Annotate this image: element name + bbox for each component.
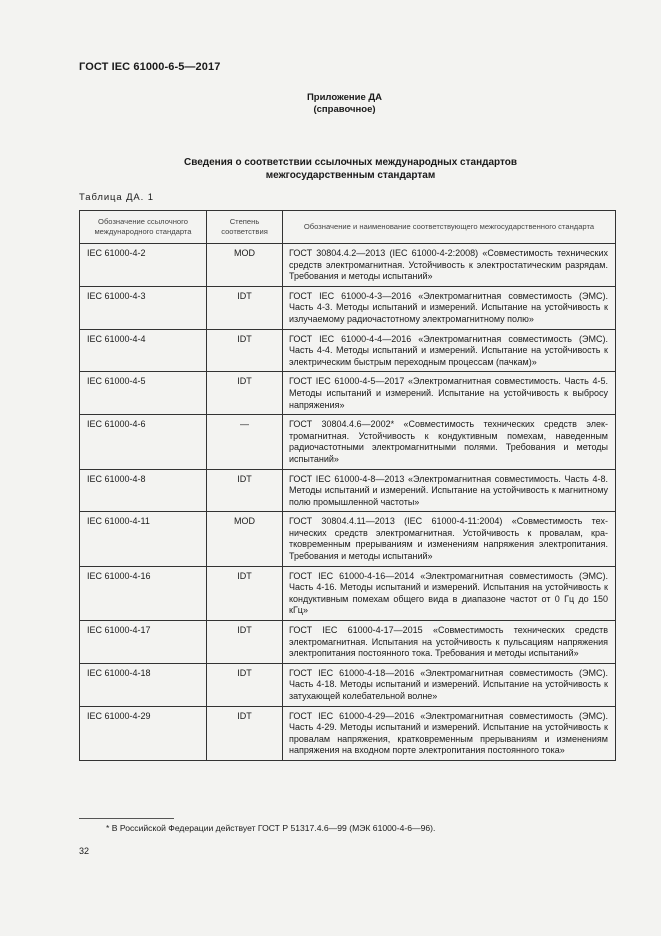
footnote-divider (79, 818, 174, 819)
annex-heading (0, 92, 661, 116)
cell-degree: — (207, 415, 283, 469)
cell-degree: MOD (207, 512, 283, 566)
cell-degree: MOD (207, 244, 283, 287)
table-row (80, 415, 616, 469)
cell-national-standard: ГОСТ IEC 61000-4-17—2015 «Совместимость технических средств электромагнитная. Испытания на устойчивость к пульсациям напряжения электропитания постоянного тока. Требования и методы испытаний» (283, 621, 616, 664)
table-header-row (80, 211, 616, 244)
cell-ref-standard: IEC 61000-4-6 (80, 415, 207, 469)
cell-ref-standard: IEC 61000-4-11 (80, 512, 207, 566)
cell-ref-standard: IEC 61000-4-18 (80, 663, 207, 706)
cell-national-standard: ГОСТ IEC 61000-4-29—2016 «Электромагнитная совместимость (ЭМС). Часть 4-29. Методы испытаний и измерений. Испытание на устойчивость к провалам напряжения, кратковременным прерываниям и изменениям напряжения на входном порте электропитания постоянного тока» (283, 706, 616, 760)
cell-degree: IDT (207, 372, 283, 415)
cell-ref-standard: IEC 61000-4-5 (80, 372, 207, 415)
cell-national-standard: ГОСТ IEC 61000-4-5—2017 «Электромагнитная совместимость. Часть 4-5. Методы испытаний и измерений. Испытание на устойчивость к выбросу напряжения» (283, 372, 616, 415)
standard-designation: ГОСТ IEC 61000-6-5—2017 (79, 61, 221, 73)
section-title-line1: Сведения о соответствии ссылочных международных стандартов (183, 157, 518, 168)
cell-national-standard: ГОСТ 30804.4.11—2013 (IEC 61000-4-11:2004) «Совместимость технических средств электромагнитная. Устойчивость к провалам, кратковременным прерываниям и изменениям напряжения электропитания. Требования и методы испытаний» (283, 512, 616, 566)
header-degree: Степень соответствия (207, 211, 283, 244)
cell-national-standard: ГОСТ IEC 61000-4-8—2013 «Электромагнитная совместимость. Часть 4-8. Методы испытаний и измерений. Испытание на устойчивость к магнитному полю промышленной частоты» (283, 469, 616, 512)
cell-ref-standard: IEC 61000-4-4 (80, 329, 207, 372)
cell-national-standard: ГОСТ 30804.4.6—2002* «Совместимость технических средств электромагнитная. Устойчивость к кондуктивным помехам, наведенным радиочастотными электромагнитными полями. Требования и методы испытаний» (283, 415, 616, 469)
table-row (80, 512, 616, 566)
header-ref-standard: Обозначение ссылочного международного стандарта (80, 211, 207, 244)
cell-degree: IDT (207, 621, 283, 664)
section-title (0, 156, 661, 182)
table-body (80, 244, 616, 761)
cell-degree: IDT (207, 566, 283, 620)
cell-ref-standard: IEC 61000-4-8 (80, 469, 207, 512)
table-row (80, 244, 616, 287)
cell-national-standard: ГОСТ IEC 61000-4-4—2016 «Электромагнитная совместимость (ЭМС). Часть 4-4. Методы испытаний и измерений. Испытание на устойчивость к электрическим быстрым переходным процессам (пачкам)» (283, 329, 616, 372)
table-row (80, 621, 616, 664)
cell-national-standard: ГОСТ IEC 61000-4-16—2014 «Электромагнитная совместимость (ЭМС). Часть 4-16. Методы испытаний и измерений. Испытания на устойчивость к кондуктивным помехам общего вида в диапазоне частот от 0 Гц до 150 кГц» (283, 566, 616, 620)
section-title-line2: межгосударственным стандартам (265, 170, 436, 181)
cell-ref-standard: IEC 61000-4-2 (80, 244, 207, 287)
cell-degree: IDT (207, 329, 283, 372)
annex-note: (справочное) (313, 104, 376, 115)
cell-national-standard: ГОСТ 30804.4.2—2013 (IEC 61000-4-2:2008) «Совместимость технических средств электромагнитная. Устойчивость к электростатическим разрядам. Требования и методы испытаний» (283, 244, 616, 287)
cell-degree: IDT (207, 286, 283, 329)
correspondence-table (79, 210, 616, 761)
cell-ref-standard: IEC 61000-4-16 (80, 566, 207, 620)
table-row (80, 566, 616, 620)
cell-national-standard: ГОСТ IEC 61000-4-3—2016 «Электромагнитная совместимость (ЭМС). Часть 4-3. Методы испытаний и измерений. Испытание на устойчивость к излучаемому радиочастотному электромагнитному полю» (283, 286, 616, 329)
annex-title: Приложение ДА (306, 92, 383, 103)
cell-degree: IDT (207, 469, 283, 512)
footnote: * В Российской Федерации действует ГОСТ Р 51317.4.6—99 (МЭК 61000-4-6—96). (106, 823, 436, 833)
header-national-standard: Обозначение и наименование соответствующего межгосударственного стандарта (283, 211, 616, 244)
table-row (80, 329, 616, 372)
cell-ref-standard: IEC 61000-4-3 (80, 286, 207, 329)
cell-degree: IDT (207, 706, 283, 760)
table-row (80, 372, 616, 415)
cell-national-standard: ГОСТ IEC 61000-4-18—2016 «Электромагнитная совместимость (ЭМС). Часть 4-18. Методы испытаний и измерений. Испытание на устойчивость к затухающей колебательной волне» (283, 663, 616, 706)
table-row (80, 706, 616, 760)
table-row (80, 286, 616, 329)
page-number: 32 (79, 846, 90, 856)
cell-ref-standard: IEC 61000-4-29 (80, 706, 207, 760)
cell-ref-standard: IEC 61000-4-17 (80, 621, 207, 664)
cell-degree: IDT (207, 663, 283, 706)
table-label: Таблица ДА. 1 (79, 192, 154, 203)
table-row (80, 469, 616, 512)
table-row (80, 663, 616, 706)
